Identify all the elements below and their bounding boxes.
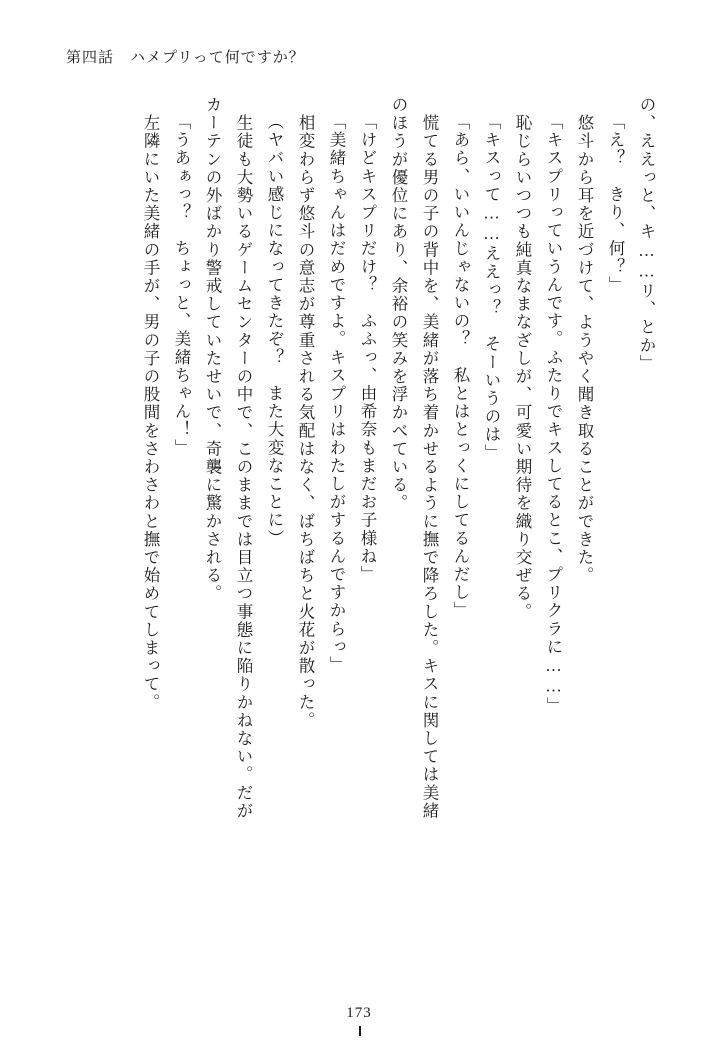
text-column: 「キスって……ええっ？ そーいうのは」 <box>482 113 501 462</box>
text-column: 慌てる男の子の背中を、美緒が落ち着かせるように撫で降ろした。キスに関しては美緒 <box>420 96 439 820</box>
text-column: 「美緒ちゃんはだめですよ。キスプリはわたしがするんですからっ」 <box>327 113 346 675</box>
text-column: 悠斗から耳を近づけて、ようやく聞き取ることができた。 <box>575 96 594 585</box>
chapter-running-head: 第四話 ハメプリって何ですか？ <box>66 50 305 66</box>
text-column: カーテンの外ばかり警戒していたせいで、奇襲に驚かされる。 <box>203 96 222 603</box>
text-column: 相変わらず悠斗の意志が尊重される気配はなく、ばちばちと火花が散った。 <box>296 96 315 730</box>
text-column: 恥じらいつつも純真なまなざしが、可愛い期待を織り交ぜる。 <box>513 96 532 621</box>
text-column: 「あら、いいんじゃないの？ 私とはとっくにしてるんだし」 <box>451 113 470 620</box>
text-column: のほうが優位にあり、余裕の笑みを浮かべている。 <box>389 96 408 513</box>
text-column: の、ええっと、キ……リ、とか」 <box>637 96 656 373</box>
page-number: 173 <box>346 1005 372 1021</box>
text-column: 「キスプリっていうんです。ふたりでキスしてるとこ、プリクラに……」 <box>544 113 563 716</box>
text-column: 「うあぁっ？ ちょっと、美緒ちゃん！」 <box>172 113 191 457</box>
footer-marker <box>359 1026 361 1036</box>
text-column: 左隣にいた美緒の手が、男の子の股間をさわさわと撫で始めてしまって。 <box>141 96 160 712</box>
text-column: 「けどキスプリだけ？ ふふっ、由希奈もまだお子様ね」 <box>358 113 377 584</box>
text-column: 「え？ きり、何？」 <box>606 113 625 294</box>
text-column: （ヤバい感じになってきたぞ？ また大変なことに） <box>265 113 284 548</box>
text-column: 生徒も大勢いるゲームセンターの中で、このままでは目立つ事態に陥りかねない。だが <box>234 96 253 820</box>
vertical-text-body <box>56 96 662 976</box>
